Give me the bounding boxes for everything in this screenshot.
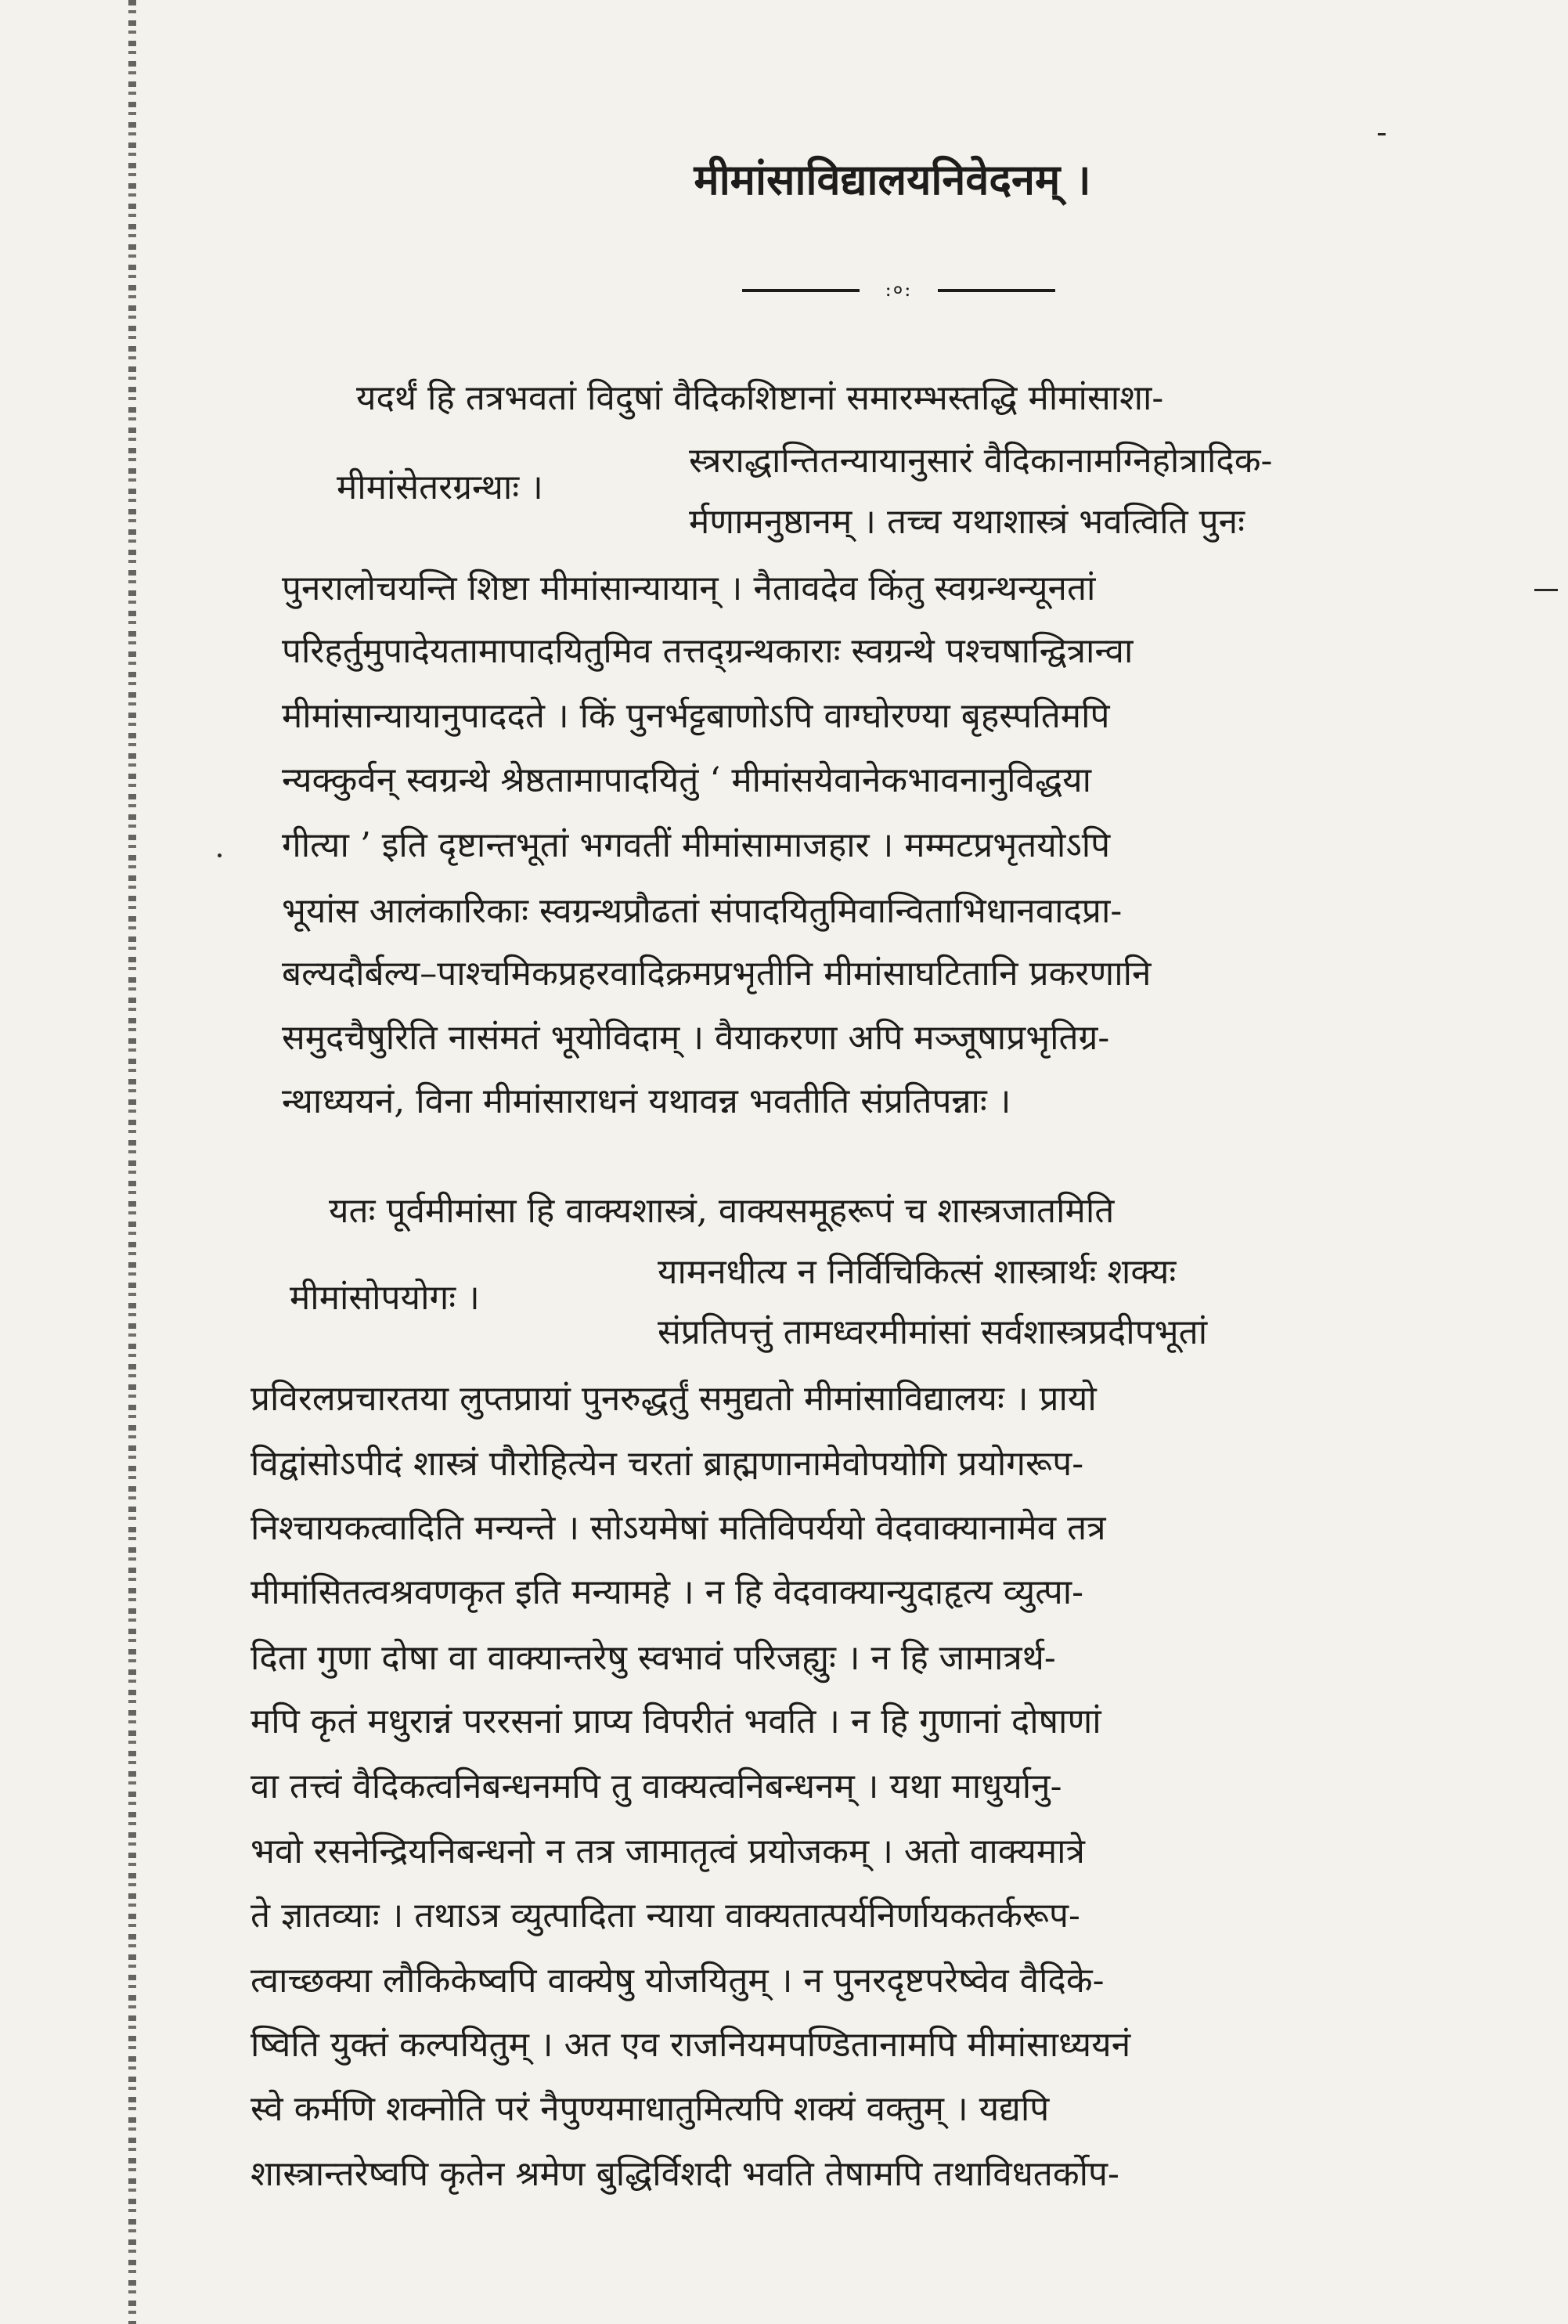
divider-line-right xyxy=(938,289,1055,292)
paragraph-line: वा तत्त्वं वैदिकत्वनिबन्धनमपि तु वाक्यत्वनिबन्धनम् । यथा माधुर्यानु- xyxy=(251,1766,1062,1806)
paragraph-line: यामनधीत्य न निर्विचिकित्सं शास्त्रार्थः शक्यः xyxy=(658,1252,1177,1292)
paragraph-line: भूयांस आलंकारिकाः स्वग्रन्थप्रौढतां संपादयितुमिवान्विताभिधानवादप्रा- xyxy=(282,891,1123,931)
side-heading-mimamsetara-granthah: मीमांसेतरग्रन्थाः । xyxy=(337,467,543,507)
paragraph-line: विद्वांसोऽपीदं शास्त्रं पौरोहित्येन चरतां ब्राह्मणानामेवोपयोगि प्रयोगरूप- xyxy=(251,1444,1084,1484)
paragraph-line: पुनरालोचयन्ति शिष्टा मीमांसान्यायान् । नैतावदेव किंतु स्वग्रन्थन्यूनतां xyxy=(282,568,1096,608)
paragraph-line: गीत्या ’ इति दृष्टान्तभूतां भगवतीं मीमांसामाजहार । मम्मटप्रभृतयोऽपि xyxy=(282,825,1111,865)
paragraph-line: प्रविरलप्रचारतया लुप्तप्रायां पुनरुद्धर्तुं समुद्यतो मीमांसाविद्यालयः । प्रायो xyxy=(251,1379,1097,1419)
title-divider xyxy=(742,278,1055,301)
divider-ornament: :०: xyxy=(885,279,913,301)
paragraph-line: न्यक्कुर्वन् स्वग्रन्थे श्रेष्ठतामापादयितुं ‘ मीमांसयेवानेकभावनानुविद्धया xyxy=(282,760,1092,800)
paragraph-line: मीमांसितत्वश्रवणकृत इति मन्यामहे । न हि वेदवाक्यान्युदाहृत्य व्युत्पा- xyxy=(251,1572,1084,1612)
paragraph-line: परिहर्तुमुपादेयतामापादयितुमिव तत्तद्ग्रन्थकाराः स्वग्रन्थे पश्चषान्द्वित्रान्वा xyxy=(282,631,1134,671)
paragraph-line: निश्चायकत्वादिति मन्यन्ते । सोऽयमेषां मतिविपर्ययो वेदवाक्यानामेव तत्र xyxy=(251,1508,1106,1548)
binding-edge xyxy=(128,0,136,2324)
paragraph-line: ते ज्ञातव्याः । तथाऽत्र व्युत्पादिता न्याया वाक्यतात्पर्यनिर्णायकतर्करूप- xyxy=(251,1896,1080,1936)
paragraph-line: यतः पूर्वमीमांसा हि वाक्यशास्त्रं, वाक्यसमूहरूपं च शास्त्रजातमिति xyxy=(329,1191,1115,1231)
paragraph-line: स्वे कर्मणि शक्नोति परं नैपुण्यमाधातुमित्यपि शक्यं वक्तुम् । यद्यपि xyxy=(251,2089,1050,2129)
paragraph-line: दिता गुणा दोषा वा वाक्यान्तरेषु स्वभावं परिजह्युः । न हि जामात्रर्थ- xyxy=(251,1638,1056,1678)
paragraph-line: बल्यदौर्बल्य–पाश्चमिकप्रहरवादिक्रमप्रभृतीनि मीमांसाघटितानि प्रकरणानि xyxy=(282,954,1152,994)
paragraph-line: मीमांसान्यायानुपाददते । किं पुनर्भट्टबाणोऽपि वाग्घोरण्या बृहस्पतिमपि xyxy=(282,696,1110,736)
paragraph-line: शास्त्रान्तरेष्वपि कृतेन श्रमेण बुद्धिर्विशदी भवति तेषामपि तथाविधतर्कोप- xyxy=(251,2154,1119,2194)
paragraph-line: र्मणामनुष्ठानम् । तच्च यथाशास्त्रं भवत्विति पुनः xyxy=(689,502,1245,542)
paragraph-line: स्त्रराद्धान्तितन्यायानुसारं वैदिकानामग्निहोत्रादिक- xyxy=(689,441,1273,481)
paragraph-line: भवो रसनेन्द्रियनिबन्धनो न तत्र जामातृत्वं प्रयोजकम् । अतो वाक्यमात्रे xyxy=(251,1831,1085,1871)
divider-line-left xyxy=(742,289,860,292)
paragraph-line: संप्रतिपत्तुं तामध्वरमीमांसां सर्वशास्त्रप्रदीपभूतां xyxy=(658,1312,1208,1352)
paragraph-line: ष्विति युक्तं कल्पयितुम् । अत एव राजनियमपण्डितानामपि मीमांसाध्ययनं xyxy=(251,2025,1131,2065)
paragraph-line: न्थाध्ययनं, विना मीमांसाराधनं यथावन्न भवतीति संप्रतिपन्नाः । xyxy=(282,1081,1011,1121)
paragraph-line: यदर्थं हि तत्रभवतां विदुषां वैदिकशिष्टानां समारम्भस्तद्धि मीमांसाशा- xyxy=(356,378,1164,418)
side-heading-mimamsopayogah: मीमांसोपयोगः । xyxy=(290,1278,480,1318)
paragraph-line: त्वाच्छक्या लौकिकेष्वपि वाक्येषु योजयितुम् । न पुनरदृष्टपरेष्वेव वैदिके- xyxy=(251,1961,1105,2001)
margin-dot xyxy=(218,853,222,857)
paragraph-line: मपि कृतं मधुरान्नं पररसनां प्राप्य विपरीतं भवति । न हि गुणानां दोषाणां xyxy=(251,1702,1101,1741)
margin-dash-right xyxy=(1534,589,1558,591)
paragraph-line: समुदचैषुरिति नासंमतं भूयोविदाम् । वैयाकरणा अपि मञ्जूषाप्रभृतिग्र- xyxy=(282,1018,1110,1058)
page-title: मीमांसाविद्यालयनिवेदनम् । xyxy=(694,154,1091,204)
margin-dash-top xyxy=(1378,133,1386,135)
